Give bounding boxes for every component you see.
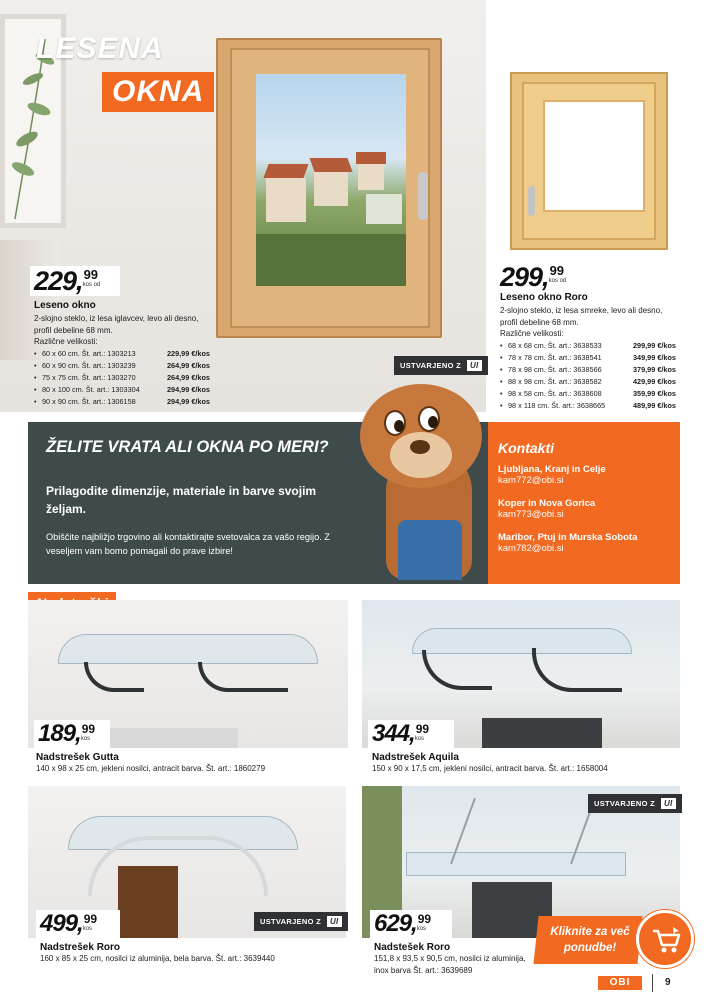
banner-text: Obiščite najbližjo trgovino ali kontaktirajte svetovalca za vašo regijo. Z veseljem vam bomo pomagali do prave izbire! — [46, 532, 330, 556]
mascot-muzzle — [390, 432, 452, 478]
size-price: 294,99 €/kos — [166, 396, 210, 406]
product-name: Leseno okno — [34, 300, 96, 311]
bullet-icon: • — [34, 396, 37, 406]
contact-email-link[interactable]: kam773@obi.si — [498, 509, 564, 520]
badge-label: USTVARJENO Z — [594, 799, 655, 808]
price-main: 629, — [374, 910, 417, 937]
contact-city: Maribor, Ptuj in Murska Sobota — [498, 532, 638, 543]
size-label: 60 x 90 cm. Št. art.: 1303239 — [42, 360, 136, 370]
price-cents: 99 — [83, 912, 98, 926]
contact-item — [498, 498, 678, 520]
size-label: 80 x 100 cm. Št. art.: 1303304 — [42, 384, 140, 394]
size-row — [34, 384, 210, 396]
cart-button[interactable] — [636, 910, 694, 968]
bullet-icon: • — [34, 348, 37, 358]
product-info — [374, 942, 534, 976]
price-cents: 99 — [417, 912, 432, 926]
price-cents: 99 — [549, 263, 565, 278]
contact-city: Koper in Nova Gorica — [498, 498, 596, 509]
size-row — [34, 372, 210, 384]
price-cents: 99 — [83, 267, 99, 282]
price-main: 229, — [34, 266, 83, 296]
window-glass — [543, 100, 645, 212]
product-info — [36, 752, 346, 775]
price-unit: kos — [80, 736, 91, 742]
product-description: 160 x 85 x 25 cm, nosilci iz aluminija, bela barva. Št. art.: 3639440 — [40, 954, 275, 963]
mascot-nose — [410, 440, 430, 454]
window-handle-icon — [418, 172, 428, 220]
sizes-label: Različne velikosti: — [500, 329, 564, 338]
size-row — [500, 388, 676, 400]
contacts-list — [498, 464, 678, 554]
size-label: 90 x 90 cm. Št. art.: 1306158 — [42, 396, 136, 406]
price-unit: kos od — [82, 282, 101, 288]
product-description: 2-slojno steklo, iz lesa smreke, levo ali desno, profil debeline 68 mm. — [500, 306, 663, 327]
hero-title-line2: OKNA — [102, 72, 214, 112]
bullet-icon: • — [34, 384, 37, 394]
made-with-ui-badge — [394, 356, 488, 375]
product-name: Nadstrešek Roro — [40, 942, 121, 953]
badge-label: USTVARJENO Z — [400, 361, 461, 370]
price-unit: kos — [416, 926, 427, 932]
made-with-ui-badge — [254, 912, 348, 931]
window-handle-icon — [528, 186, 535, 216]
size-price: 429,99 €/kos — [632, 376, 676, 386]
size-price: 264,99 €/kos — [166, 372, 210, 382]
size-list — [34, 348, 210, 408]
badge-ui: UI — [661, 798, 676, 809]
size-label: 78 x 78 cm. Št. art.: 3638541 — [508, 352, 602, 362]
price-tag — [496, 262, 586, 292]
bullet-icon: • — [34, 360, 37, 370]
price-main: 499, — [40, 910, 83, 937]
product-info — [34, 300, 210, 408]
banner-title: ŽELITE VRATA ALI OKNA PO MERI? — [46, 438, 329, 456]
size-label: 98 x 58 cm. Št. art.: 3638608 — [508, 388, 602, 398]
size-price: 489,99 €/kos — [632, 400, 676, 410]
size-price: 359,99 €/kos — [632, 388, 676, 398]
price-unit: kos od — [548, 278, 567, 284]
contact-item — [498, 532, 678, 554]
made-with-ui-badge — [588, 794, 682, 813]
price-tag — [34, 720, 110, 748]
product-name: Nadstrešek Aquila — [372, 752, 459, 763]
size-list — [500, 340, 676, 412]
size-row — [500, 400, 676, 412]
size-price: 379,99 €/kos — [632, 364, 676, 374]
price-unit: kos — [414, 736, 425, 742]
bullet-icon: • — [34, 372, 37, 382]
contact-email-link[interactable]: kam772@obi.si — [498, 475, 564, 486]
product-name: Nadstešek Roro — [374, 942, 451, 953]
bullet-icon: • — [500, 388, 503, 398]
size-price: 229,99 €/kos — [166, 348, 210, 358]
size-label: 60 x 60 cm. Št. art.: 1303213 — [42, 348, 136, 358]
price-tag — [370, 910, 452, 938]
product-name: Nadstrešek Gutta — [36, 752, 119, 763]
size-row — [34, 360, 210, 372]
bullet-icon: • — [500, 340, 503, 350]
badge-ui: UI — [327, 916, 342, 927]
bullet-icon: • — [500, 364, 503, 374]
size-row — [500, 340, 676, 352]
contact-email-link[interactable]: kam782@obi.si — [498, 543, 564, 554]
page-separator — [652, 974, 653, 992]
product-description: 151,8 x 93,5 x 90,5 cm, nosilci iz aluminija, inox barva Št. art.: 3639689 — [374, 954, 526, 975]
price-tag — [368, 720, 454, 748]
size-price: 299,99 €/kos — [632, 340, 676, 350]
size-label: 68 x 68 cm. Št. art.: 3638533 — [508, 340, 602, 350]
size-price: 294,99 €/kos — [166, 384, 210, 394]
badge-label: USTVARJENO Z — [260, 917, 321, 926]
size-row — [500, 352, 676, 364]
contact-city: Ljubljana, Kranj in Celje — [498, 464, 606, 475]
size-label: 75 x 75 cm. Št. art.: 1303270 — [42, 372, 136, 382]
price-tag — [36, 910, 120, 938]
product-description: 140 x 98 x 25 cm, jekleni nosilci, antracit barva. Št. art.: 1860279 — [36, 764, 266, 773]
size-label: 88 x 98 cm. Št. art.: 3638582 — [508, 376, 602, 386]
window-view-image — [256, 74, 406, 286]
price-main: 189, — [38, 720, 81, 747]
page-number: 9 — [665, 977, 671, 988]
price-cents: 99 — [415, 722, 430, 736]
banner-subtitle: Prilagodite dimenzije, materiale in barve svojim željam. — [46, 484, 317, 516]
bullet-icon: • — [500, 400, 503, 410]
size-price: 264,99 €/kos — [166, 360, 210, 370]
mascot-overall — [398, 520, 462, 580]
product-info — [372, 752, 682, 775]
bullet-icon: • — [500, 376, 503, 386]
size-row — [500, 364, 676, 376]
size-label: 98 x 118 cm. Št. art.: 3638665 — [508, 400, 606, 410]
price-main: 299, — [500, 262, 549, 292]
price-main: 344, — [372, 720, 415, 747]
contact-item — [498, 464, 678, 486]
product-name: Leseno okno Roro — [500, 292, 588, 303]
sizes-label: Različne velikosti: — [34, 337, 98, 346]
size-row — [34, 348, 210, 360]
more-offers-label[interactable]: Kliknite za več ponudbe! — [550, 926, 630, 954]
mascot-eye — [384, 410, 406, 436]
bullet-icon: • — [500, 352, 503, 362]
product-info — [40, 942, 340, 965]
size-row — [34, 396, 210, 408]
size-price: 349,99 €/kos — [632, 352, 676, 362]
cart-icon — [639, 913, 691, 965]
product-info — [500, 292, 676, 412]
badge-ui: UI — [467, 360, 482, 371]
obi-logo: OBI — [598, 976, 642, 990]
contacts-title: Kontakti — [498, 440, 554, 456]
hero-title-line1: LESENA — [36, 32, 164, 65]
price-cents: 99 — [81, 722, 96, 736]
mascot-eye — [418, 406, 440, 432]
size-row — [500, 376, 676, 388]
price-unit: kos — [82, 926, 93, 932]
product-description: 150 x 90 x 17,5 cm, jekleni nosilci, antracit barva. Št. art.: 1658004 — [372, 764, 608, 773]
size-label: 78 x 98 cm. Št. art.: 3638566 — [508, 364, 602, 374]
price-tag — [30, 266, 120, 296]
product-description: 2-slojno steklo, iz lesa iglavcev, levo ali desno, profil debeline 68 mm. — [34, 314, 199, 335]
